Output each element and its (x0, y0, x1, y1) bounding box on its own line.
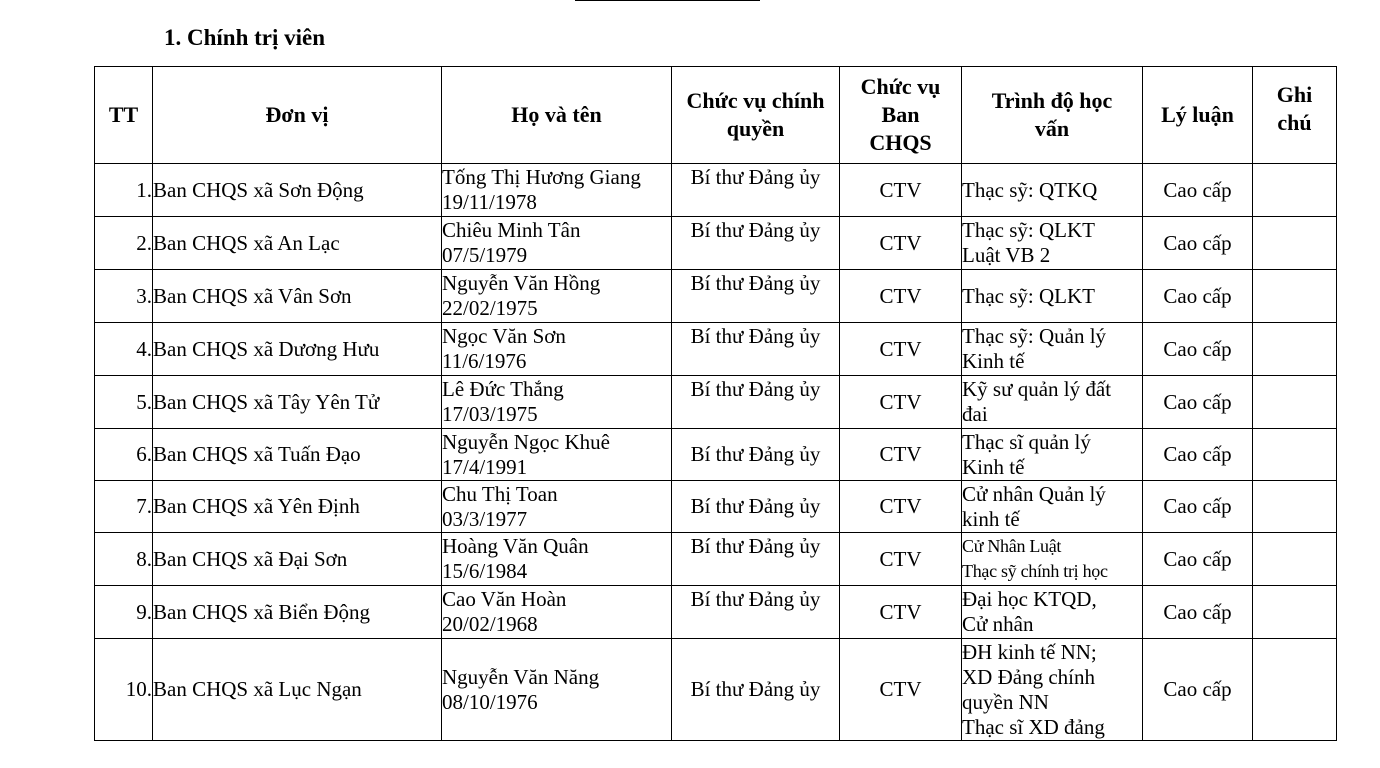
government-position: Bí thư Đảng ủy (672, 164, 840, 217)
header-don-vi: Đơn vị (153, 67, 442, 164)
birth-date: 07/5/1979 (442, 243, 528, 267)
name-cell (442, 164, 672, 217)
birth-date: 17/4/1991 (442, 454, 528, 479)
row-number: 8. (95, 533, 153, 586)
government-position: Bí thư Đảng ủy (672, 639, 840, 741)
birth-date: 22/02/1975 (442, 296, 538, 320)
full-name: Chiêu Minh Tân (442, 218, 581, 242)
unit-cell: Ban CHQS xã Đại Sơn (153, 533, 442, 586)
chqs-position: CTV (840, 217, 962, 270)
birth-date: 03/3/1977 (442, 506, 528, 531)
row-number: 2. (95, 217, 153, 270)
name-cell (442, 429, 672, 481)
full-name: Tống Thị Hương Giang (442, 165, 641, 189)
birth-date: 19/11/1978 (442, 190, 537, 214)
full-name: Cao Văn Hoàn (442, 587, 567, 611)
theory-level: Cao cấp (1143, 586, 1253, 639)
birth-date: 17/03/1975 (442, 402, 538, 426)
full-name: Lê Đức Thắng (442, 377, 564, 401)
note-cell (1253, 533, 1337, 586)
full-name: Hoàng Văn Quân (442, 534, 589, 558)
chqs-position: CTV (840, 586, 962, 639)
name-cell (442, 376, 672, 429)
note-cell (1253, 429, 1337, 481)
theory-level: Cao cấp (1143, 217, 1253, 270)
unit-cell: Ban CHQS xã Tuấn Đạo (153, 429, 442, 481)
education-cell: Thạc sỹ: QLKT Luật VB 2 (962, 217, 1143, 270)
unit-cell: Ban CHQS xã Lục Ngạn (153, 639, 442, 741)
row-number: 1. (95, 164, 153, 217)
table-row (95, 270, 1337, 323)
name-cell (442, 481, 672, 533)
row-number: 3. (95, 270, 153, 323)
row-number: 7. (95, 481, 153, 533)
education-cell: Đại học KTQD, Cử nhân (962, 586, 1143, 639)
header-row (95, 67, 1337, 164)
row-number: 9. (95, 586, 153, 639)
note-cell (1253, 586, 1337, 639)
education-cell: Thạc sỹ: QLKT (962, 270, 1143, 323)
chqs-position: CTV (840, 533, 962, 586)
name-cell (442, 270, 672, 323)
birth-date: 11/6/1976 (442, 349, 527, 373)
table-row (95, 217, 1337, 270)
name-cell (442, 217, 672, 270)
education-cell: Cử Nhân Luật Thạc sỹ chính trị học (962, 533, 1143, 586)
theory-level: Cao cấp (1143, 164, 1253, 217)
education-cell: ĐH kinh tế NN; XD Đảng chính quyền NN Thạc sĩ XD đảng (962, 639, 1143, 741)
header-tt: TT (95, 67, 153, 164)
theory-level: Cao cấp (1143, 429, 1253, 481)
personnel-table (94, 66, 1337, 741)
full-name: Chu Thị Toan (442, 481, 558, 506)
theory-level: Cao cấp (1143, 270, 1253, 323)
full-name: Ngọc Văn Sơn (442, 324, 566, 348)
header-chuc-vu-chinh-quyen: Chức vụ chính quyền (672, 67, 840, 164)
note-cell (1253, 376, 1337, 429)
full-name: Nguyễn Ngọc Khuê (442, 429, 610, 454)
chqs-position: CTV (840, 639, 962, 741)
theory-level: Cao cấp (1143, 376, 1253, 429)
education-cell: Thạc sỹ: QTKQ (962, 164, 1143, 217)
theory-level: Cao cấp (1143, 481, 1253, 533)
table-row (95, 323, 1337, 376)
table-row (95, 481, 1337, 533)
note-cell (1253, 270, 1337, 323)
section-title: 1. Chính trị viên (164, 25, 326, 50)
name-cell (442, 323, 672, 376)
government-position: Bí thư Đảng ủy (672, 376, 840, 429)
unit-cell: Ban CHQS xã Dương Hưu (153, 323, 442, 376)
theory-level: Cao cấp (1143, 639, 1253, 741)
full-name: Nguyễn Văn Năng (442, 664, 600, 689)
table-row (95, 586, 1337, 639)
header-ho-ten: Họ và tên (442, 67, 672, 164)
chqs-position: CTV (840, 270, 962, 323)
unit-cell: Ban CHQS xã Tây Yên Tử (153, 376, 442, 429)
birth-date: 08/10/1976 (442, 689, 538, 714)
chqs-position: CTV (840, 323, 962, 376)
note-cell (1253, 323, 1337, 376)
government-position: Bí thư Đảng ủy (672, 217, 840, 270)
header-ly-luan: Lý luận (1143, 67, 1253, 164)
theory-level: Cao cấp (1143, 323, 1253, 376)
header-chuc-vu-ban-chqs: Chức vụ Ban CHQS (840, 67, 962, 164)
table-row (95, 533, 1337, 586)
government-position: Bí thư Đảng ủy (672, 270, 840, 323)
name-cell (442, 586, 672, 639)
unit-cell: Ban CHQS xã An Lạc (153, 217, 442, 270)
government-position: Bí thư Đảng ủy (672, 323, 840, 376)
chqs-position: CTV (840, 481, 962, 533)
note-cell (1253, 639, 1337, 741)
unit-cell: Ban CHQS xã Vân Sơn (153, 270, 442, 323)
theory-level: Cao cấp (1143, 533, 1253, 586)
row-number: 10. (95, 639, 153, 741)
unit-cell: Ban CHQS xã Biển Động (153, 586, 442, 639)
note-cell (1253, 217, 1337, 270)
row-number: 6. (95, 429, 153, 481)
education-cell: Thạc sĩ quản lý Kinh tế (962, 429, 1143, 481)
unit-cell: Ban CHQS xã Yên Định (153, 481, 442, 533)
unit-cell: Ban CHQS xã Sơn Động (153, 164, 442, 217)
education-cell: Kỹ sư quản lý đất đai (962, 376, 1143, 429)
government-position: Bí thư Đảng ủy (672, 429, 840, 481)
government-position: Bí thư Đảng ủy (672, 481, 840, 533)
government-position: Bí thư Đảng ủy (672, 586, 840, 639)
education-cell: Thạc sỹ: Quản lý Kinh tế (962, 323, 1143, 376)
name-cell (442, 639, 672, 741)
table-row (95, 639, 1337, 741)
row-number: 4. (95, 323, 153, 376)
birth-date: 20/02/1968 (442, 612, 538, 636)
name-cell (442, 533, 672, 586)
table-row (95, 164, 1337, 217)
chqs-position: CTV (840, 376, 962, 429)
top-rule (575, 0, 760, 1)
education-cell: Cử nhân Quản lý kinh tế (962, 481, 1143, 533)
table-row (95, 429, 1337, 481)
header-trinh-do-hoc-van: Trình độ học vấn (962, 67, 1143, 164)
header-ghi-chu: Ghi chú (1253, 67, 1337, 164)
birth-date: 15/6/1984 (442, 559, 528, 583)
table-row (95, 376, 1337, 429)
chqs-position: CTV (840, 164, 962, 217)
full-name: Nguyễn Văn Hồng (442, 271, 601, 295)
note-cell (1253, 481, 1337, 533)
note-cell (1253, 164, 1337, 217)
government-position: Bí thư Đảng ủy (672, 533, 840, 586)
row-number: 5. (95, 376, 153, 429)
chqs-position: CTV (840, 429, 962, 481)
